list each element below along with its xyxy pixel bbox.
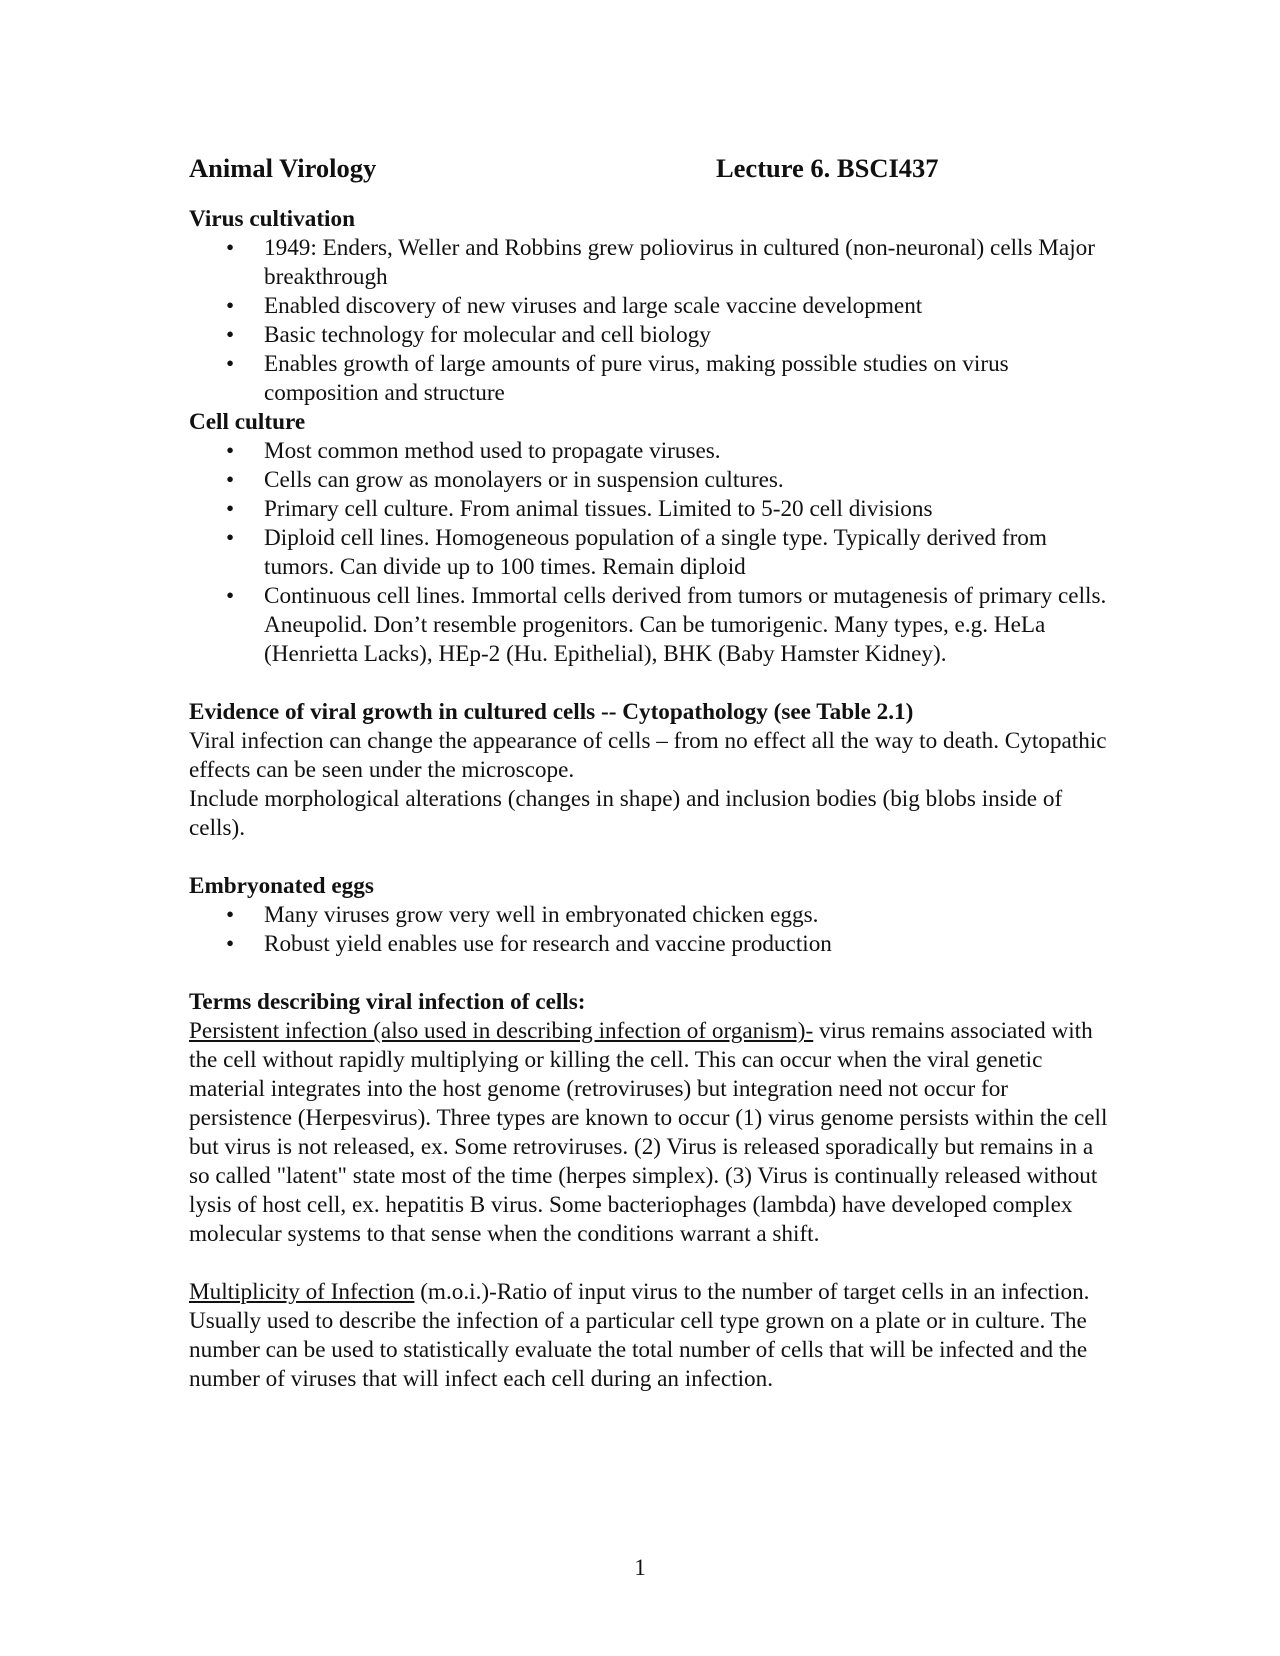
list-item: [189, 524, 1109, 582]
list-item-text: Cells can grow as monolayers or in suspension cultures.: [264, 467, 784, 493]
list-item: [189, 582, 1109, 669]
document-title: Animal Virology: [189, 153, 377, 183]
moi-text: (m.o.i.)-Ratio of input virus to the number of target cells in an infection. Usually used to describe the infection of a particular cell type grown on a plate or in culture. The number can be used to statistically evaluate the total number of cells that will be infected and the number of viruses that will infect each cell during an infection.: [189, 1279, 1090, 1392]
list-item: [189, 466, 1109, 495]
list-item: [189, 437, 1109, 466]
spacer: [189, 669, 1109, 698]
list-item: [189, 350, 1109, 408]
bullet-icon: •: [226, 467, 235, 493]
list-item: [189, 292, 1109, 321]
section-heading-cytopathology: Evidence of viral growth in cultured cells -- Cytopathology (see Table 2.1): [189, 699, 914, 725]
embryonated-eggs-list: [189, 901, 1109, 959]
bullet-icon: •: [226, 293, 235, 319]
list-item-text: Enables growth of large amounts of pure virus, making possible studies on virus composition and structure: [264, 351, 1009, 406]
bullet-icon: •: [226, 496, 235, 522]
list-item: [189, 901, 1109, 930]
section-heading-virus-cultivation: Virus cultivation: [189, 206, 355, 232]
list-item-text: Enabled discovery of new viruses and large scale vaccine development: [264, 293, 923, 319]
list-item-text: Robust yield enables use for research and vaccine production: [264, 931, 832, 957]
list-item: [189, 495, 1109, 524]
cytopathology-paragraph: Include morphological alterations (changes in shape) and inclusion bodies (big blobs inside of cells).: [189, 786, 1063, 841]
lecture-label: Lecture 6. BSCI437: [716, 153, 939, 183]
cell-culture-list: [189, 437, 1109, 669]
moi-paragraph: [189, 1278, 1109, 1394]
section-heading-cell-culture: Cell culture: [189, 409, 306, 435]
spacer: [189, 959, 1109, 988]
spacer: [189, 843, 1109, 872]
list-item-text: Basic technology for molecular and cell biology: [264, 322, 711, 348]
list-item-text: Many viruses grow very well in embryonated chicken eggs.: [264, 902, 819, 928]
bullet-icon: •: [226, 525, 235, 551]
spacer: [189, 1249, 1109, 1278]
list-item: [189, 930, 1109, 959]
moi-term: Multiplicity of Infection: [189, 1279, 415, 1305]
persistent-infection-text: virus remains associated with the cell without rapidly multiplying or killing the cell. This can occur when the viral genetic material integrates into the host genome (retroviruses) but integration need not occur for persistence (Herpesvirus). Three types are known to occur (1) virus genome persists within the cell but virus is not released, ex. Some retroviruses. (2) Virus is released sporadically but remains in a so called "latent" state most of the time (herpes simplex). (3) Virus is continually released without lysis of host cell, ex. hepatitis B virus. Some bacteriophages (lambda) have developed complex molecular systems to that sense when the conditions warrant a shift.: [189, 1018, 1108, 1247]
bullet-icon: •: [226, 351, 235, 377]
persistent-infection-paragraph: [189, 1017, 1109, 1249]
page-number: 1: [634, 1555, 646, 1581]
persistent-infection-term: Persistent infection (also used in describing infection of organism)-: [189, 1018, 814, 1044]
title-row: [189, 150, 1109, 186]
page-content: [189, 150, 1109, 1394]
bullet-icon: •: [226, 438, 235, 464]
virus-cultivation-list: [189, 234, 1109, 408]
list-item-text: Most common method used to propagate viruses.: [264, 438, 721, 464]
bullet-icon: •: [226, 902, 235, 928]
list-item-text: Diploid cell lines. Homogeneous population of a single type. Typically derived from tumors. Can divide up to 100 times. Remain diploid: [264, 525, 1047, 580]
section-heading-embryonated-eggs: Embryonated eggs: [189, 873, 374, 899]
list-item: [189, 234, 1109, 292]
bullet-icon: •: [226, 235, 235, 261]
cytopathology-paragraph: Viral infection can change the appearance of cells – from no effect all the way to death. Cytopathic effects can be seen under the microscope.: [189, 728, 1107, 783]
bullet-icon: •: [226, 322, 235, 348]
bullet-icon: •: [226, 583, 235, 609]
section-heading-terms: Terms describing viral infection of cells:: [189, 989, 586, 1015]
list-item: [189, 321, 1109, 350]
list-item-text: 1949: Enders, Weller and Robbins grew poliovirus in cultured (non-neuronal) cells Major breakthrough: [264, 235, 1095, 290]
list-item-text: Continuous cell lines. Immortal cells derived from tumors or mutagenesis of primary cells. Aneupolid. Don’t resemble progenitors. Can be tumorigenic. Many types, e.g. HeLa (Henrietta Lacks), HEp-2 (Hu. Epithelial), BHK (Baby Hamster Kidney).: [264, 583, 1107, 667]
list-item-text: Primary cell culture. From animal tissues. Limited to 5-20 cell divisions: [264, 496, 933, 522]
bullet-icon: •: [226, 931, 235, 957]
